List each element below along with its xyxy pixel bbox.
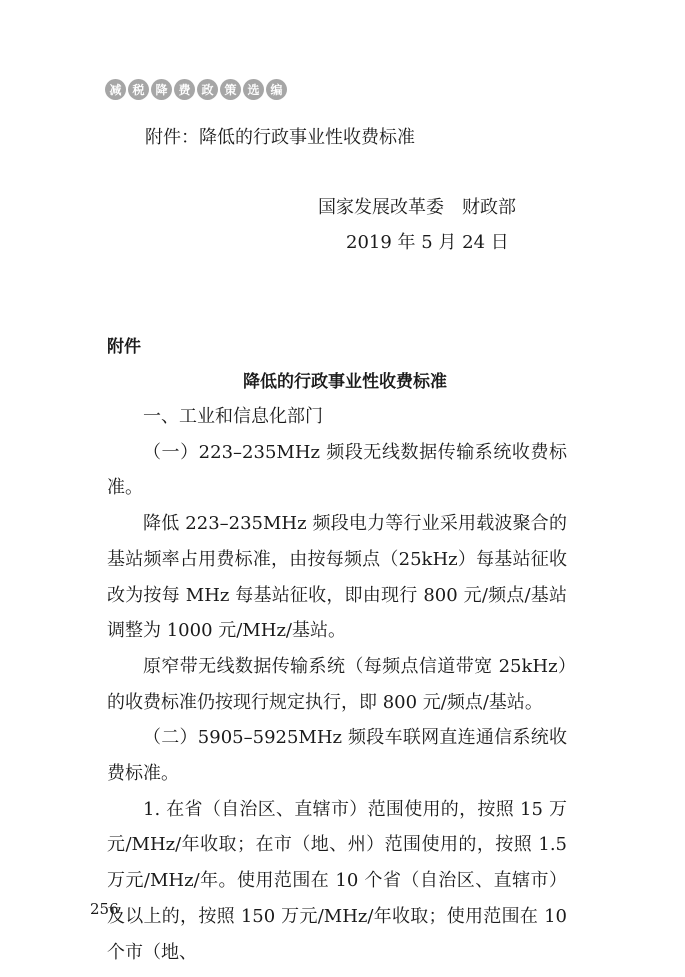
item-heading: （二）5905–5925MHz 频段车联网直连通信系统收费标准。 (107, 727, 567, 785)
attachment-note: 附件：降低的行政事业性收费标准 (145, 127, 415, 148)
section-heading: 一、工业和信息化部门 (143, 406, 323, 427)
header-char: 政 (197, 79, 218, 100)
item-heading: （一）223–235MHz 频段无线数据传输系统收费标准。 (107, 441, 567, 499)
header-char: 策 (220, 79, 241, 100)
header-char: 选 (243, 79, 264, 100)
body-text (107, 399, 567, 970)
header-char: 费 (174, 79, 195, 100)
paragraph: 原窄带无线数据传输系统（每频点信道带宽 25kHz）的收费标准仍按现行规定执行，即 800 元/频点/基站。 (107, 655, 567, 713)
paragraph: 降低 223–235MHz 频段电力等行业采用载波聚合的基站频率占用费标准，由按每频点（25kHz）每基站征收改为按每 MHz 每基站征收，即由现行 800 元/频点/基站调整为 1000 元/MHz/基站。 (107, 513, 567, 642)
header-char: 减 (105, 79, 126, 100)
paragraph: 1. 在省（自治区、直辖市）范围使用的，按照 15 万元/MHz/年收取；在市（地、州）范围使用的，按照 1.5 万元/MHz/年。使用范围在 10 个省（自治区、直辖市）及以上的，按照 150 万元/MHz/年收取；使用范围在 10 个市（地、 (107, 798, 567, 963)
header-banner (105, 79, 287, 100)
header-char: 税 (128, 79, 149, 100)
page-number: 256 (90, 900, 119, 918)
appendix-title: 降低的行政事业性收费标准 (243, 372, 447, 392)
issue-date: 2019 年 5 月 24 日 (346, 232, 509, 253)
header-char: 编 (266, 79, 287, 100)
appendix-label: 附件 (107, 337, 141, 357)
header-char: 降 (151, 79, 172, 100)
issuer: 国家发展改革委 财政部 (318, 197, 516, 218)
